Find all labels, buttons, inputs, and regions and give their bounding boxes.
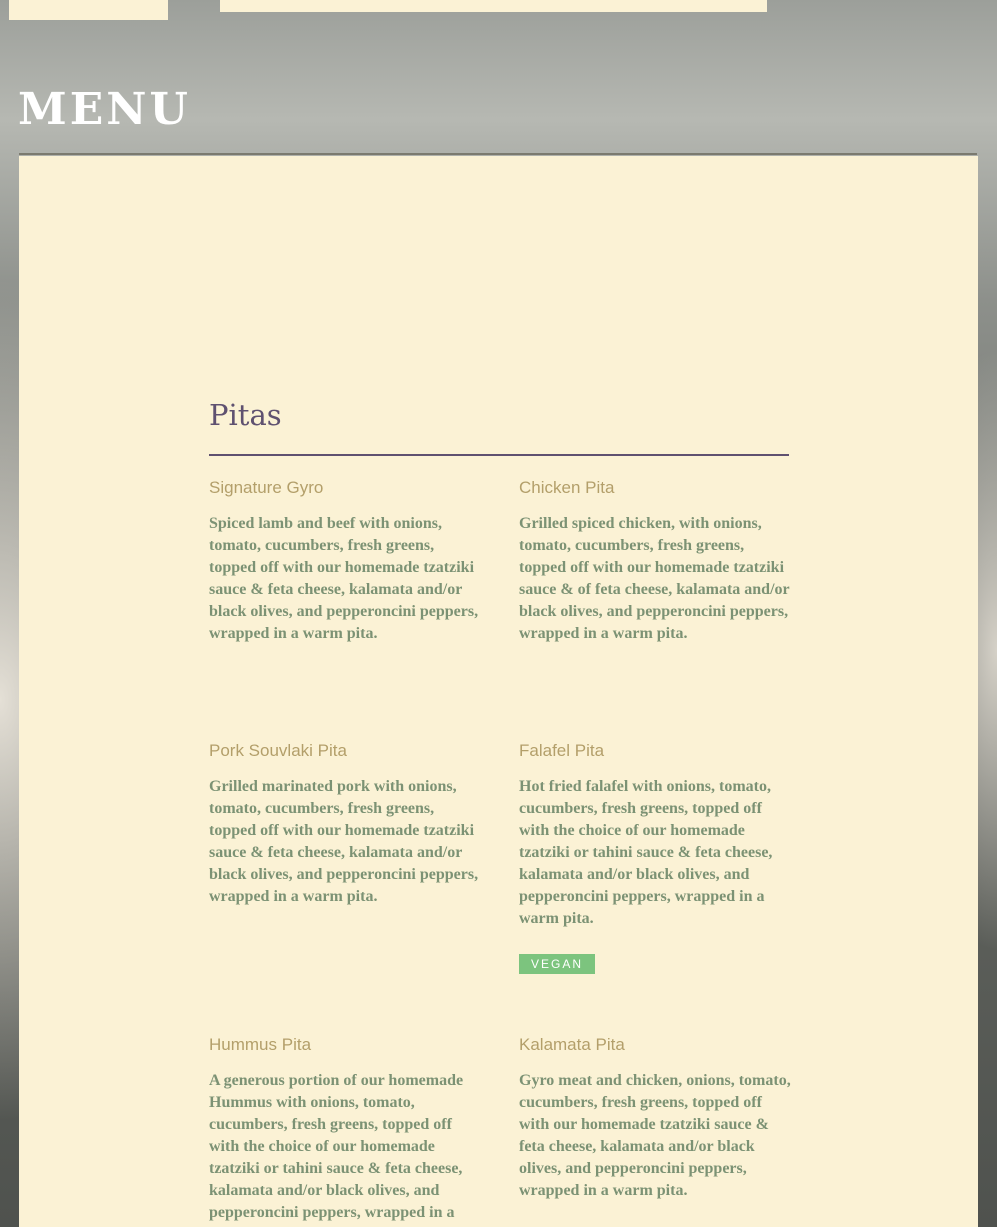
menu-item-description: Gyro meat and chicken, onions, tomato, cucumbers, fresh greens, topped off with our homemade tzatziki sauce & feta cheese, kalamata and/or black olives, and pepperoncini peppers, wrapped in a warm pita.: [519, 1072, 791, 1199]
menu-item-chicken-pita: [519, 476, 794, 645]
section-divider: [209, 454, 789, 456]
menu-item-description: A generous portion of our homemade Hummus with onions, tomato, cucumbers, fresh greens, topped off with the choice of our homemade tzatziki or tahini sauce & feta cheese, kalamata and/or black olives, and pepperoncini peppers, wrapped in a: [209, 1072, 464, 1221]
menu-item-description: Grilled spiced chicken, with onions, tomato, cucumbers, fresh greens, topped off with our homemade tzatziki sauce & of feta cheese, kalamata and/or black olives, and pepperoncini peppers, wrapped in a warm pita.: [519, 515, 790, 642]
menu-panel: [19, 156, 978, 1227]
menu-item-pork-souvlaki-pita: [209, 739, 484, 908]
menu-item-description: Spiced lamb and beef with onions, tomato, cucumbers, fresh greens, topped off with our homemade tzatziki sauce & feta cheese, kalamata and/or black olives, and pepperoncini peppers, wrapped in a warm pita.: [209, 515, 479, 642]
menu-item-kalamata-pita: [519, 1033, 794, 1202]
menu-item-falafel-pita: [519, 739, 794, 974]
menu-item-description: Grilled marinated pork with onions, tomato, cucumbers, fresh greens, topped off with our homemade tzatziki sauce & feta cheese, kalamata and/or black olives, and pepperoncini peppers, wrapped in a warm pita.: [209, 778, 479, 905]
vegan-badge: VEGAN: [519, 954, 595, 974]
top-navigation-bar[interactable]: [220, 0, 767, 12]
menu-item-name: Falafel Pita: [519, 741, 605, 760]
menu-item-name: Pork Souvlaki Pita: [209, 741, 347, 760]
menu-item-hummus-pita: [209, 1033, 484, 1224]
site-logo-area[interactable]: [9, 0, 168, 20]
page-title: MENU: [18, 84, 191, 135]
menu-item-name: Kalamata Pita: [519, 1035, 625, 1054]
menu-item-name: Hummus Pita: [209, 1035, 312, 1054]
menu-item-name: Signature Gyro: [209, 478, 324, 497]
menu-item-description: Hot fried falafel with onions, tomato, cucumbers, fresh greens, topped off with the choice of our homemade tzatziki or tahini sauce & feta cheese, kalamata and/or black olives, and pepperoncini peppers, wrapped in a warm pita.: [519, 778, 773, 927]
menu-item-name: Chicken Pita: [519, 478, 615, 497]
title-divider: [19, 153, 977, 155]
menu-item-signature-gyro: [209, 476, 484, 645]
section-heading-pitas: Pitas: [209, 398, 282, 432]
